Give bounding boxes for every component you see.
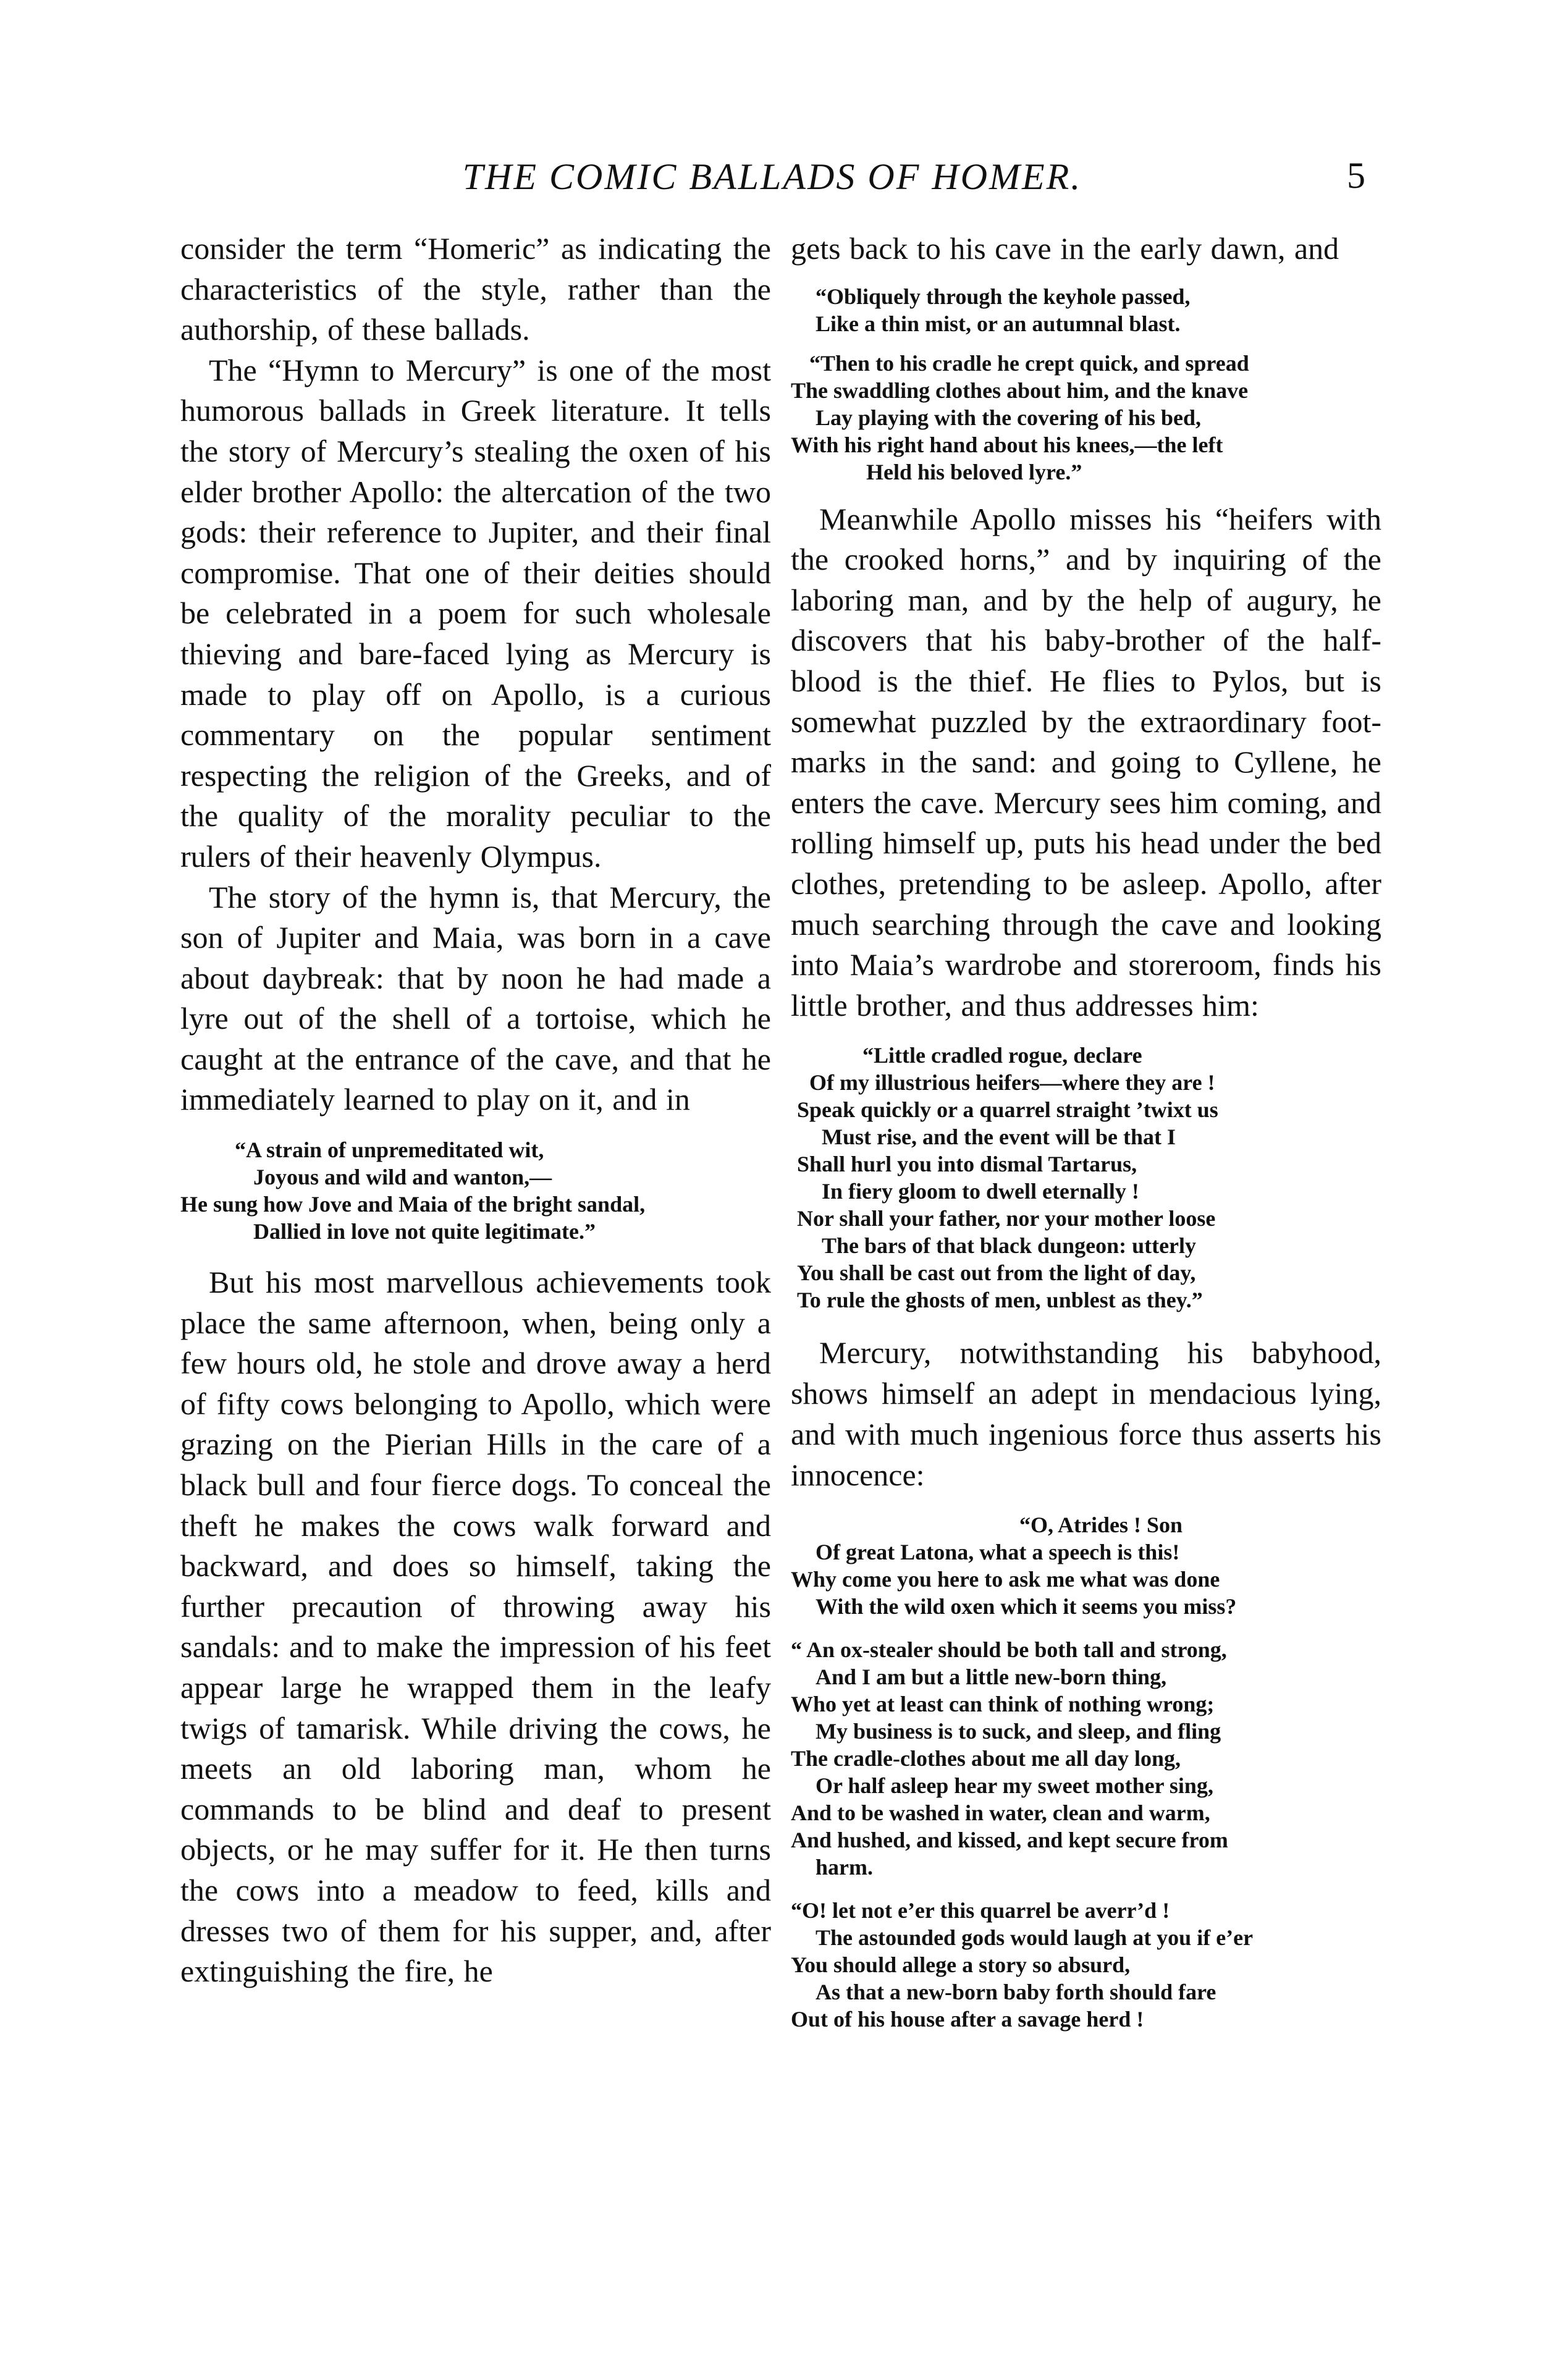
verse-line: In fiery gloom to dwell eternally ! xyxy=(822,1179,1139,1204)
paragraph: But his most marvellous achievements took place the same afternoon, when, being only a few hours old, he stole and drove away a herd of fifty cows belonging to Apollo, which were grazing on the Pierian Hills in the care of a black bull and four fierce dogs. To conceal the theft he makes the cows walk forward and backward, and does so himself, taking the further precaution of throwing away his sandals: and to make the impression of his feet appear large he wrapped them in the leafy twigs of tamarisk. While driving the cows, he meets an old laboring man, whom he commands to be blind and deaf to present objects, or he may suffer for it. He then turns the cows into a meadow to feed, kills and dresses two of them for his supper, and, after extinguishing the fire, he xyxy=(180,1265,771,1989)
paragraph: The “Hymn to Mercury” is one of the most humorous ballads in Greek literature. It tells the story of Mercury’s stealing the oxen of his elder brother Apollo: the altercation of the two gods: their reference to Jupiter, and their final compromise. That one of their deities should be celebrated in a poem for such wholesale thieving and bare-faced lying as Mercury is made to play off on Apollo, is a curious commentary on the popular sentiment respecting the religion of the Greeks, and of the quality of the morality peculiar to the rulers of their heavenly Olympus. xyxy=(180,352,771,874)
verse-line: And hushed, and kissed, and kept secure from xyxy=(791,1828,1228,1853)
verse-line: “Little cradled rogue, declare xyxy=(862,1043,1142,1068)
left-column xyxy=(180,229,771,1992)
verse-line: You should allege a story so absurd, xyxy=(791,1952,1131,1978)
verse-line: And I am but a little new-born thing, xyxy=(816,1665,1167,1690)
verse-line: “ An ox-stealer should be both tall and strong, xyxy=(791,1637,1227,1663)
verse-line: Held his beloved lyre.” xyxy=(866,459,1082,484)
verse-quotation xyxy=(791,1511,1381,1620)
verse-line: The bars of that black dungeon: utterly xyxy=(822,1233,1197,1259)
verse-line: “O! let not e’er this quarrel be averr’d ! xyxy=(791,1898,1170,1923)
verse-line: “Obliquely through the keyhole passed, xyxy=(816,284,1191,309)
verse-quotation xyxy=(791,1897,1381,2033)
running-title: THE COMIC BALLADS OF HOMER. xyxy=(462,156,1082,197)
verse-quotation xyxy=(180,1136,771,1245)
verse-quotation xyxy=(791,1636,1381,1881)
verse-line: My business is to suck, and sleep, and fling xyxy=(816,1719,1221,1744)
paragraph: Mercury, notwithstanding his babyhood, shows himself an adept in mendacious lying, and with much ingenious force thus asserts his innocence: xyxy=(791,1335,1381,1493)
paragraph: consider the term “Homeric” as indicating the characteristics of the style, rather than the authorship, of these ballads. xyxy=(180,231,771,347)
verse-line: Of great Latona, what a speech is this! xyxy=(816,1540,1180,1565)
verse-line: To rule the ghosts of men, unblest as they.” xyxy=(797,1288,1203,1313)
verse-line: Shall hurl you into dismal Tartarus, xyxy=(797,1152,1137,1177)
verse-line: Speak quickly or a quarrel straight ’twixt us xyxy=(797,1097,1218,1123)
verse-line: Must rise, and the event will be that I xyxy=(822,1125,1176,1150)
verse-line: As that a new-born baby forth should fare xyxy=(816,1980,1216,2005)
verse-line: The swaddling clothes about him, and the knave xyxy=(791,378,1249,403)
verse-line: “O, Atrides ! Son xyxy=(1019,1513,1183,1538)
verse-line: Or half asleep hear my sweet mother sing, xyxy=(816,1773,1213,1799)
paragraph: gets back to his cave in the early dawn, and xyxy=(791,231,1339,266)
verse-line: Joyous and wild and wanton,— xyxy=(253,1165,552,1190)
verse-line: The astounded gods would laugh at you if e’er xyxy=(816,1925,1254,1951)
verse-line: Who yet at least can think of nothing wrong; xyxy=(791,1692,1215,1717)
page-number: 5 xyxy=(1347,155,1365,196)
verse-line: Nor shall your father, nor your mother loose xyxy=(797,1206,1216,1231)
paragraph: Meanwhile Apollo misses his “heifers with the crooked horns,” and by inquiring of the laboring man, and by the help of augury, he discovers that his baby-brother of the half-blood is the thief. He flies to Pylos, but is somewhat puzzled by the extraordinary foot-marks in the sand: and going to Cyllene, he enters the cave. Mercury sees him coming, and rolling himself up, puts his head under the bed clothes, pretending to be asleep. Apollo, after much searching through the cave and looking into Maia’s wardrobe and storeroom, finds his little brother, and thus addresses him: xyxy=(791,501,1381,1023)
verse-line: He sung how Jove and Maia of the bright sandal, xyxy=(180,1192,646,1217)
verse-line: “A strain of unpremeditated wit, xyxy=(235,1137,544,1163)
verse-line: You shall be cast out from the light of day, xyxy=(797,1260,1196,1286)
verse-line: harm. xyxy=(816,1855,873,1880)
verse-line: Like a thin mist, or an autumnal blast. xyxy=(816,311,1181,336)
verse-quotation xyxy=(791,283,1381,337)
right-column xyxy=(791,229,1381,2033)
verse-line: The cradle-clothes about me all day long, xyxy=(791,1746,1181,1771)
verse-quotation xyxy=(791,1042,1381,1314)
verse-line: Why come you here to ask me what was done xyxy=(791,1567,1220,1592)
verse-line: With the wild oxen which it seems you miss? xyxy=(816,1594,1237,1619)
verse-line: With his right hand about his knees,—the left xyxy=(791,432,1223,457)
paragraph: The story of the hymn is, that Mercury, the son of Jupiter and Maia, was born in a cave about daybreak: that by noon he had made a lyre out of the shell of a tortoise, which he caught at the entrance of the cave, and that he immediately learned to play on it, and in xyxy=(180,879,771,1117)
verse-quotation xyxy=(791,350,1381,486)
verse-line: Dallied in love not quite legitimate.” xyxy=(253,1219,596,1244)
verse-line: Of my illustrious heifers—where they are ! xyxy=(809,1070,1215,1095)
verse-line: And to be washed in water, clean and warm, xyxy=(791,1800,1210,1826)
verse-line: Out of his house after a savage herd ! xyxy=(791,2007,1144,2032)
verse-line: Lay playing with the covering of his bed, xyxy=(816,405,1202,430)
verse-line: “Then to his cradle he crept quick, and spread xyxy=(809,350,1249,376)
